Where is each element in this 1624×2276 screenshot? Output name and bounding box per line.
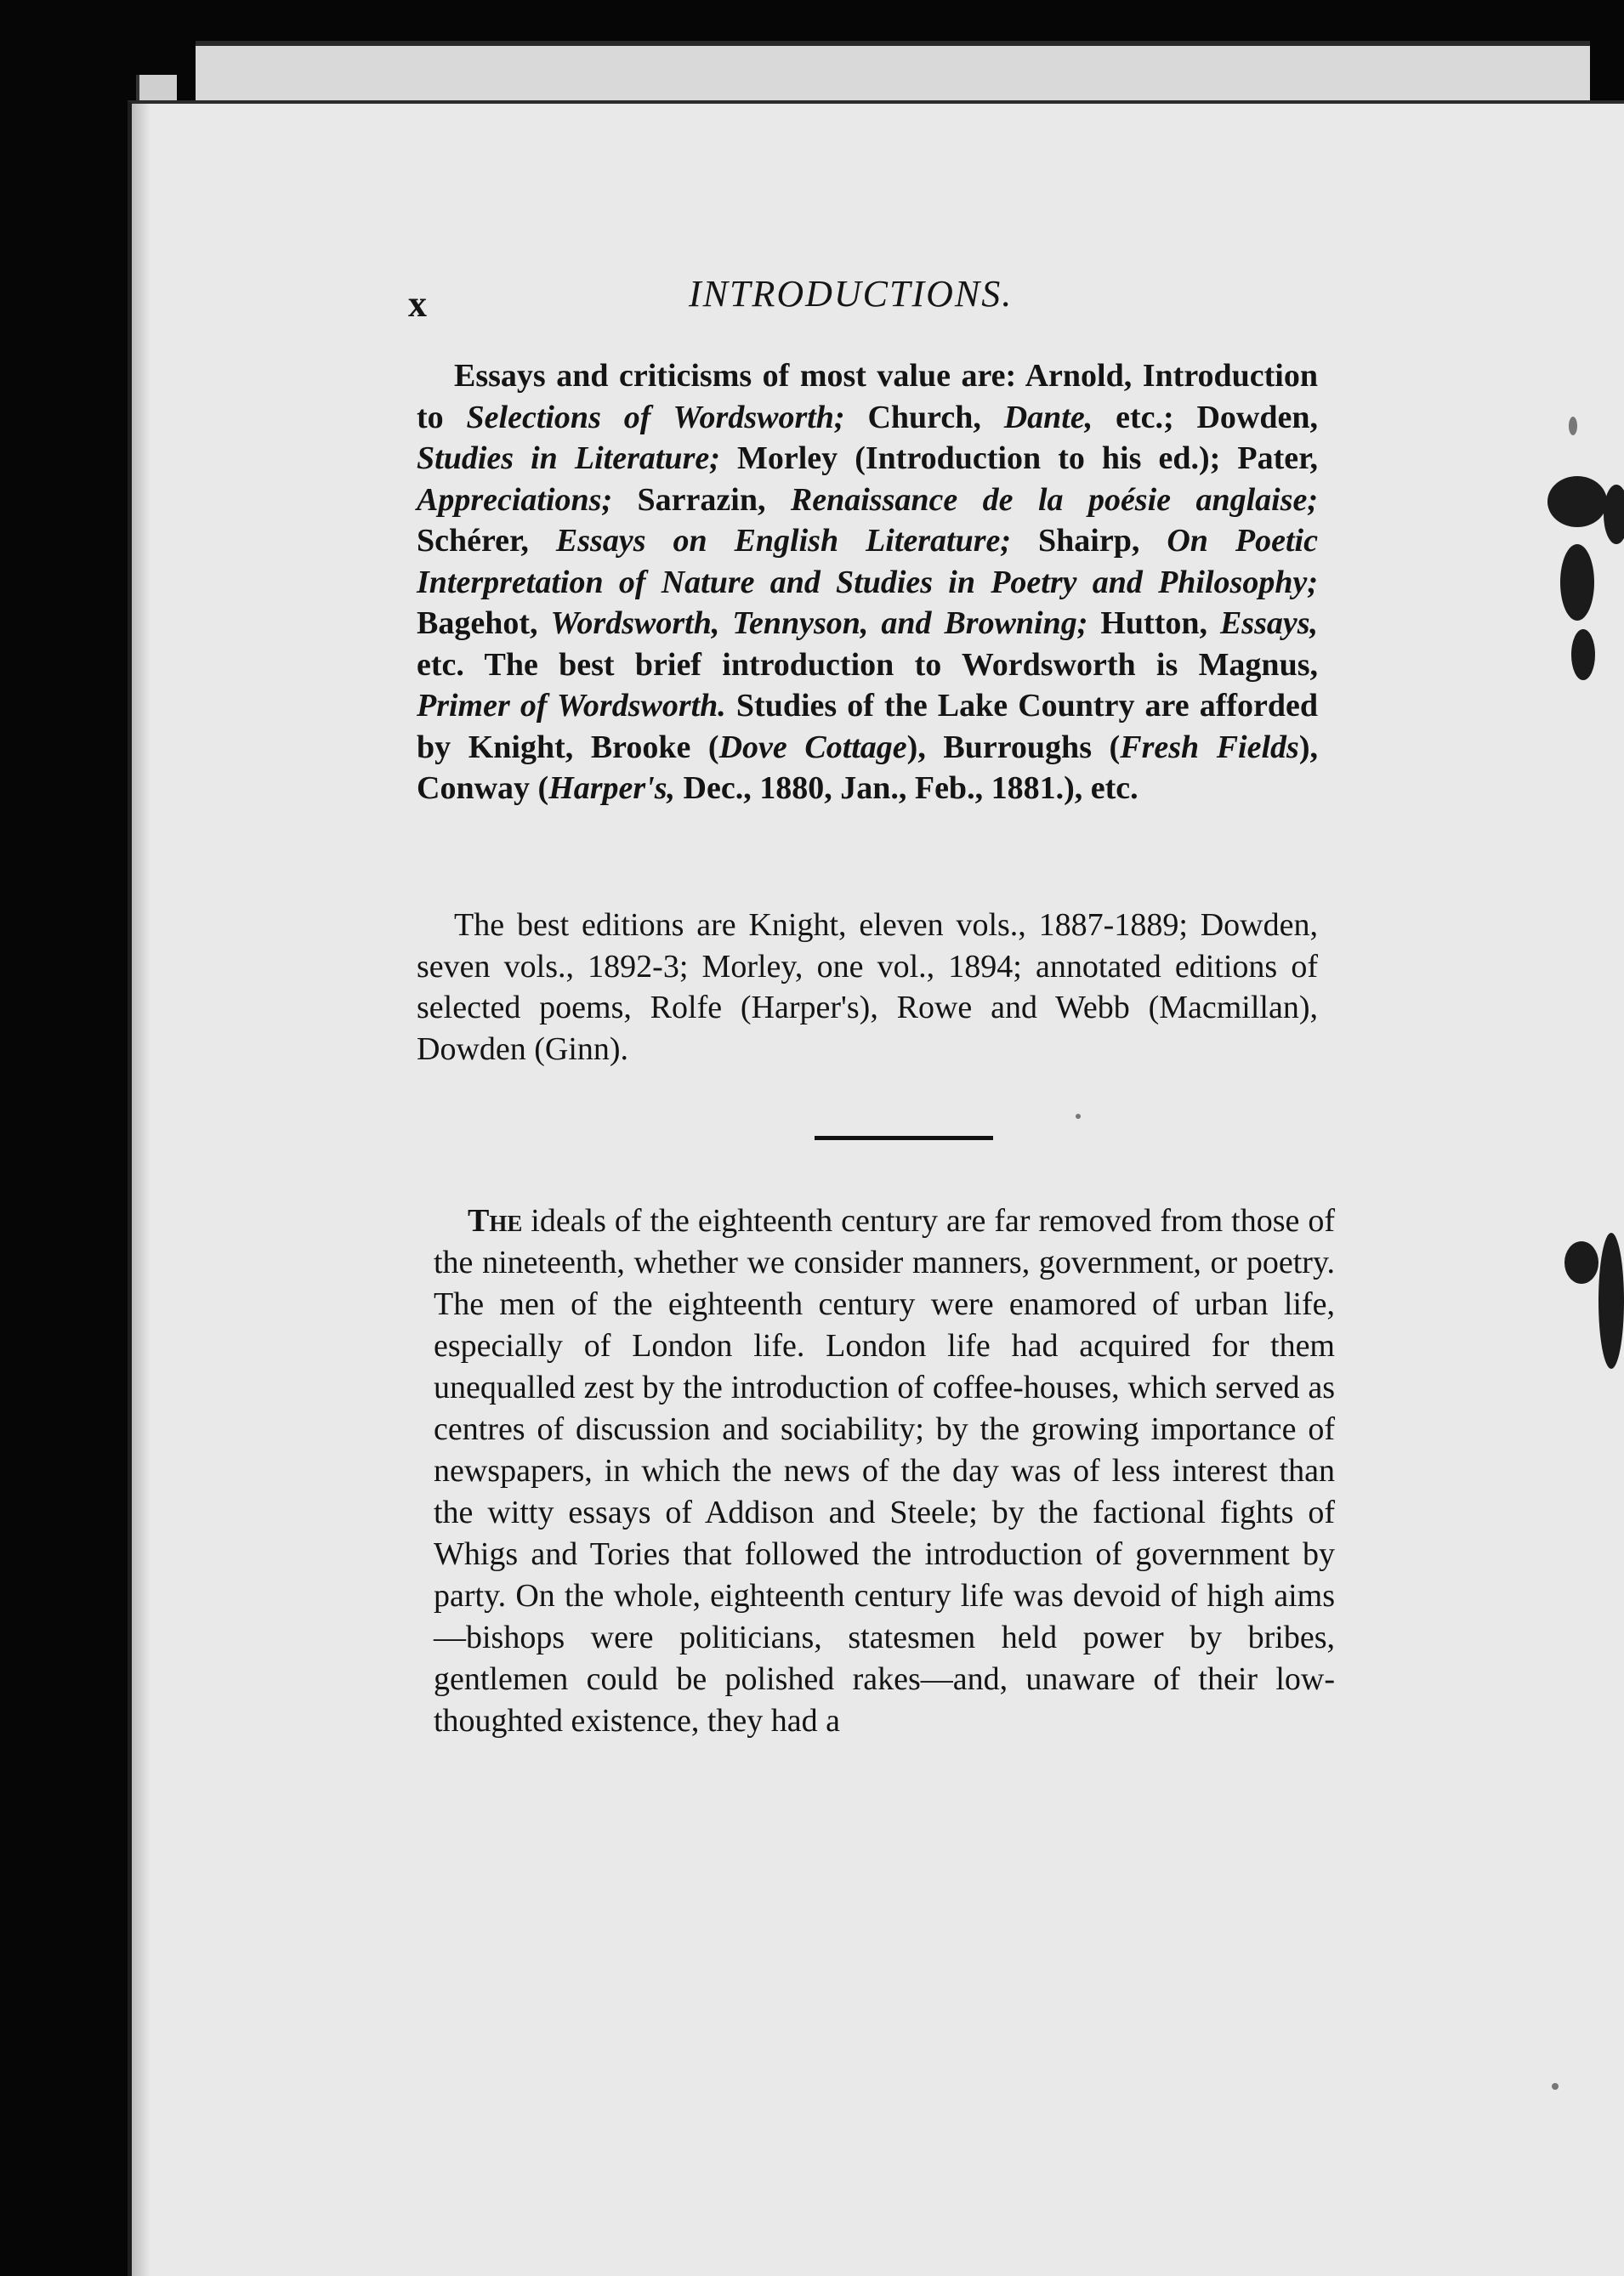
text-run: Morley (Introduction to his ed.); Pater, bbox=[719, 440, 1318, 476]
bibliography-paragraph bbox=[417, 355, 1318, 809]
book-title: Selections of Wordsworth; bbox=[466, 399, 845, 435]
book-title: Harper's, bbox=[548, 770, 676, 806]
text-run: Sarrazin, bbox=[612, 481, 791, 518]
page-number: x bbox=[408, 283, 427, 325]
book-title: Essays on English Literature; bbox=[555, 523, 1012, 559]
text-run: Church, bbox=[844, 399, 1004, 435]
text-run: ), Conway ( bbox=[417, 729, 1318, 806]
text-run: Schérer, bbox=[417, 523, 556, 559]
book-title: Dove Cottage bbox=[718, 729, 907, 765]
book-title: Fresh Fields bbox=[1120, 729, 1299, 765]
book-title: Wordsworth, Tennyson, and Browning; bbox=[550, 605, 1088, 641]
page-header bbox=[408, 272, 1343, 323]
body-paragraph bbox=[434, 1200, 1335, 1742]
ink-blot bbox=[1604, 485, 1624, 544]
text-run: Hutton, bbox=[1087, 605, 1220, 641]
text-run: ), Burroughs ( bbox=[906, 729, 1121, 765]
lead-word: The bbox=[468, 1203, 523, 1239]
book-title: Primer of Wordsworth. bbox=[417, 688, 726, 724]
text-run: Studies of the Lake Country are afforded by Knight, Brooke ( bbox=[417, 688, 1318, 765]
text-run: Essays and criticisms of most value are: Arnold, Introduction to bbox=[417, 358, 1318, 435]
editions-paragraph: The best editions are Knight, eleven vols., 1887-1889; Dowden, seven vols., 1892-3; Morley, one vol., 1894; annotated editions of selected poems, Rolfe (Harper's), Rowe and Webb (Macmillan), Dowden (Ginn). bbox=[417, 907, 1318, 1067]
ink-blot bbox=[1571, 629, 1595, 680]
running-head: INTRODUCTIONS. bbox=[689, 273, 1014, 315]
text-run: Bagehot, bbox=[417, 605, 551, 641]
ink-blot bbox=[1560, 544, 1594, 621]
paper-speck bbox=[1076, 1114, 1081, 1119]
book-title: Renaissance de la poésie anglaise; bbox=[790, 481, 1318, 518]
text-run: etc. The best brief introduction to Wordsworth is Magnus, bbox=[417, 646, 1318, 683]
book-title: On Poetic Interpretation of Nature and Studies in Poetry and Philosophy; bbox=[417, 523, 1318, 600]
body-text-run: ideals of the eighteenth century are far removed from those of the nineteenth, whether we consider manners, government, or poetry. The men of the eighteenth century were enamored of urban life, especially of London life. London life had acquired for them unequalled zest by the introduction of coffee-houses, which served as centres of discussion and sociability; by the growing importance of newspapers, in which the news of the day was of less interest than the witty essays of Addison and Steele; by the factional fights of Whigs and Tories that followed the introduction of government by party. On the whole, eighteenth century life was devoid of high aims—bishops were politicians, statesmen held power by bribes, gentlemen could be polished rakes—and, unaware of their low-thoughted existence, they had a bbox=[434, 1203, 1335, 1739]
section-divider bbox=[815, 1136, 993, 1140]
ink-blot bbox=[1564, 1241, 1598, 1284]
page-gutter-shadow bbox=[132, 104, 150, 2276]
text-run: Shairp, bbox=[1011, 523, 1167, 559]
book-title: Essays, bbox=[1219, 605, 1319, 641]
book-title: Appreciations; bbox=[417, 481, 613, 518]
paper-speck bbox=[1569, 417, 1577, 435]
paper-speck bbox=[1552, 2083, 1559, 2090]
ink-blot bbox=[1598, 1233, 1624, 1369]
book-title: Studies in Literature; bbox=[417, 440, 720, 476]
text-run: etc.; Dowden, bbox=[1093, 399, 1319, 435]
text-run: Dec., 1880, Jan., Feb., 1881.), etc. bbox=[675, 770, 1139, 806]
book-title: Dante, bbox=[1003, 399, 1093, 435]
ink-blot bbox=[1547, 476, 1607, 527]
